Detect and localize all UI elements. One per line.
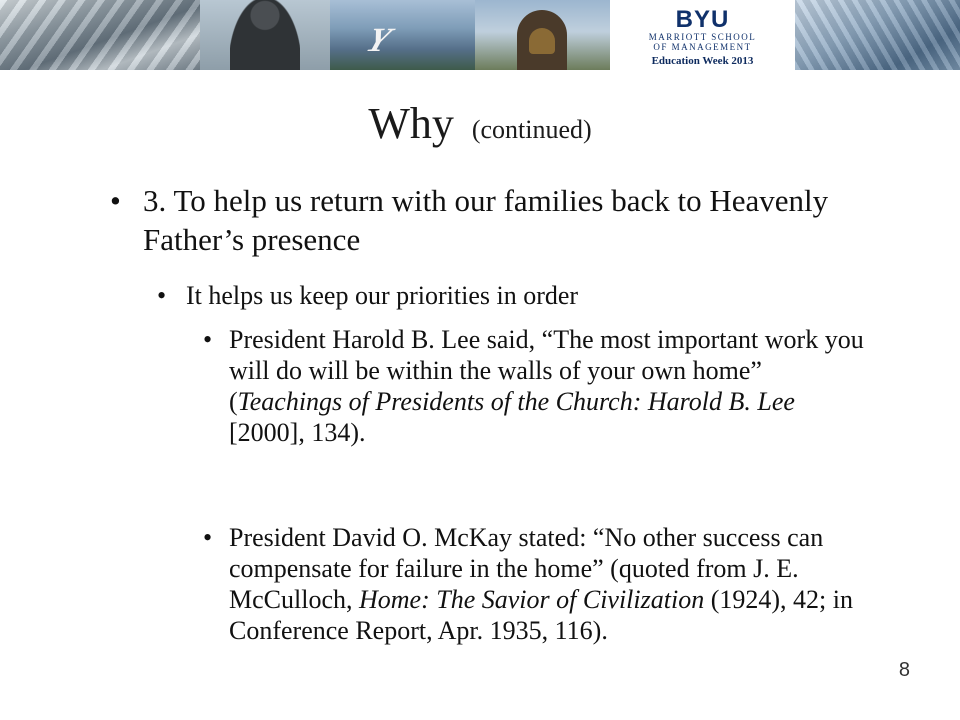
campus-building-photo [795, 0, 960, 70]
bullet-marker: • [110, 183, 121, 218]
bell-tower-photo [475, 0, 610, 70]
logo-byu-text: BYU [675, 6, 730, 33]
sub-point [157, 281, 836, 311]
slide-title [0, 98, 960, 149]
quote-david-o-mckay [203, 522, 869, 646]
main-point-text: 3. To help us return with our families back to Heavenly Father’s presence [143, 183, 829, 257]
book-title: Home: The Savior of Civilization [359, 585, 705, 614]
quote-text: President Harold B. Lee said, “The most important work you will do will be within the walls of your own home” ( [229, 325, 864, 416]
page-number: 8 [898, 659, 910, 681]
y-mountain-mark: Y [361, 22, 394, 59]
header-banner [0, 0, 960, 70]
bullet-marker: • [157, 281, 167, 310]
mountain-photo [330, 0, 475, 70]
citation-text: [2000], 134). [229, 418, 366, 447]
sub-point-text: It helps us keep our priorities in order [186, 281, 579, 310]
citation-text: (1924), 42; in Conference Report, Apr. 1935, 116). [229, 585, 853, 645]
quote-text: President David O. McKay stated: “No other success can compensate for failure in the home” (quoted from J. E. McCulloch, [229, 523, 824, 614]
bullet-marker: • [203, 523, 213, 552]
bullet-marker: • [203, 325, 213, 354]
main-point [110, 181, 843, 259]
building-photo [0, 0, 200, 70]
statue-silhouette [230, 0, 300, 70]
quote-harold-b-lee [203, 324, 869, 448]
title-subtitle: (continued) [471, 115, 592, 144]
bell-icon [517, 10, 567, 70]
byu-marriott-logo [610, 0, 795, 70]
logo-school-line1: MARRIOTT SCHOOL [648, 32, 757, 42]
title-main: Why [368, 99, 454, 148]
event-label: Education Week 2013 [651, 55, 754, 67]
logo-school-text [610, 32, 795, 52]
book-title: Teachings of Presidents of the Church: Harold B. Lee [237, 387, 795, 416]
logo-school-line2: OF MANAGEMENT [653, 42, 752, 52]
statue-photo [200, 0, 330, 70]
